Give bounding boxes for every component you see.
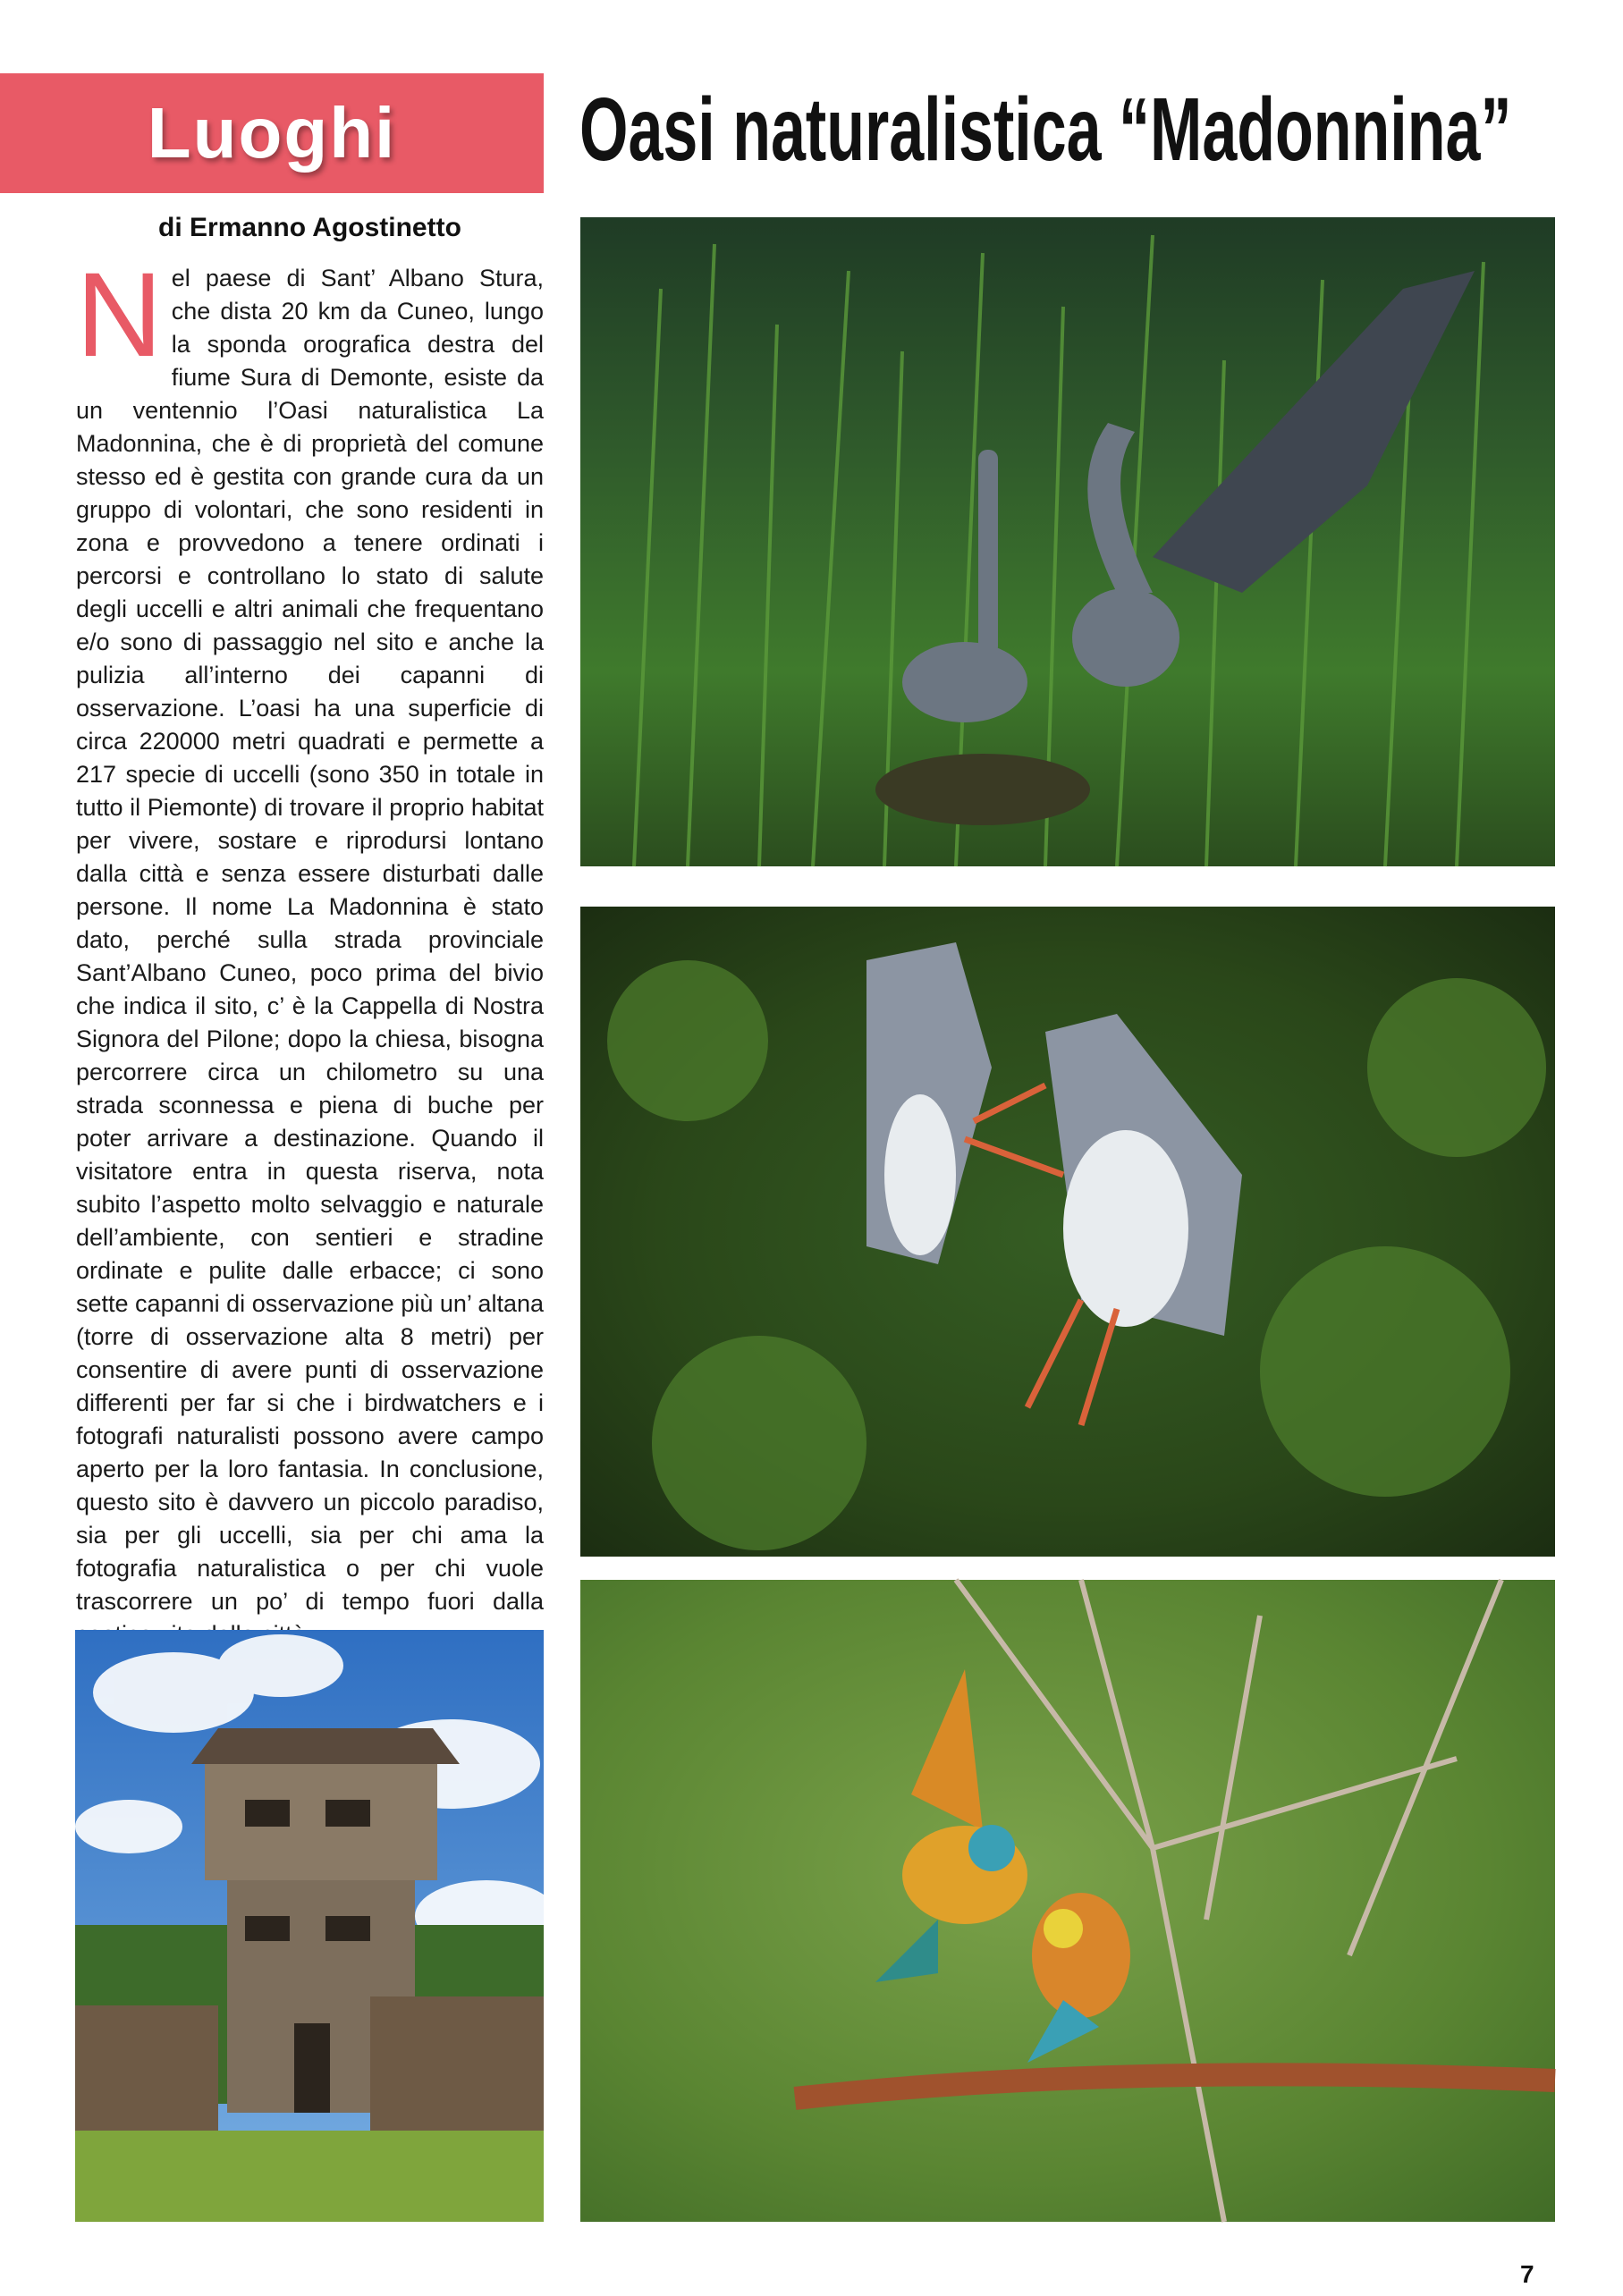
photo-observation-tower <box>75 1630 544 2222</box>
section-label: Luoghi <box>147 93 397 173</box>
section-banner <box>0 73 544 193</box>
article-text: el paese di Sant’ Albano Stura, che dista 20 km da Cuneo, lungo la sponda orografica destra del fiume Sura di Demonte, esiste da un ventennio l’Oasi naturalistica La Madonnina, che è di proprietà del comune stesso ed è gestita con grande cura da un gruppo di volontari, che sono residenti in zona e provvedono a tenere ordinati i percorsi e controllano lo stato di salute degli uccelli e altri animali che frequentano e/o sono di passaggio nel sito e anche la pulizia all’interno dei capanni di osservazione. L’oasi ha una superficie di circa 220000 metri quadrati e permette a 217 specie di uccelli (sono 350 in totale in tutto il Piemonte) di trovare il proprio habitat per vivere, sostare e riprodursi lontano dalla città e senza essere disturbati dalle persone. Il nome La Madonnina è stato dato, perché sulla strada provinciale Sant’Albano Cuneo, poco prima del bivio che indica il sito, c’ è la Cappella di Nostra Signora del Pilone; dopo la chiesa, bisogna percorrere circa un chilometro su una strada sconnessa e piena di buche per poter arrivare a destinazione. Quando il visitatore entra in questa riserva, nota subito l’aspetto molto selvaggio e naturale dell’ambiente, con sentieri e stradine ordinate e pulite dalle erbacce; ci sono sette capanni di osservazione più un’ altana (torre di osservazione alta 8 metri) per consentire di avere punti di osservazione differenti per far si che i birdwatchers e i fotografi naturalisti possono avere campo aperto per la loro fantasia. In conclusione, questo sito è davvero un piccolo paradiso, sia per gli uccelli, sia per chi ama la fotografia naturalistica o per chi vuole trascorrere un po’ di tempo fuori dalla <box>76 265 544 1615</box>
article-body <box>76 249 544 1615</box>
drop-cap: N <box>76 249 163 382</box>
photo-grey-herons <box>580 217 1555 866</box>
page-number: 7 <box>1520 2260 1534 2288</box>
photo-bee-eaters <box>580 1580 1555 2222</box>
photo-night-herons <box>580 907 1555 1557</box>
byline: di Ermanno Agostinetto <box>158 213 461 242</box>
headline: Oasi naturalistica “Madonnina” <box>579 80 1512 180</box>
